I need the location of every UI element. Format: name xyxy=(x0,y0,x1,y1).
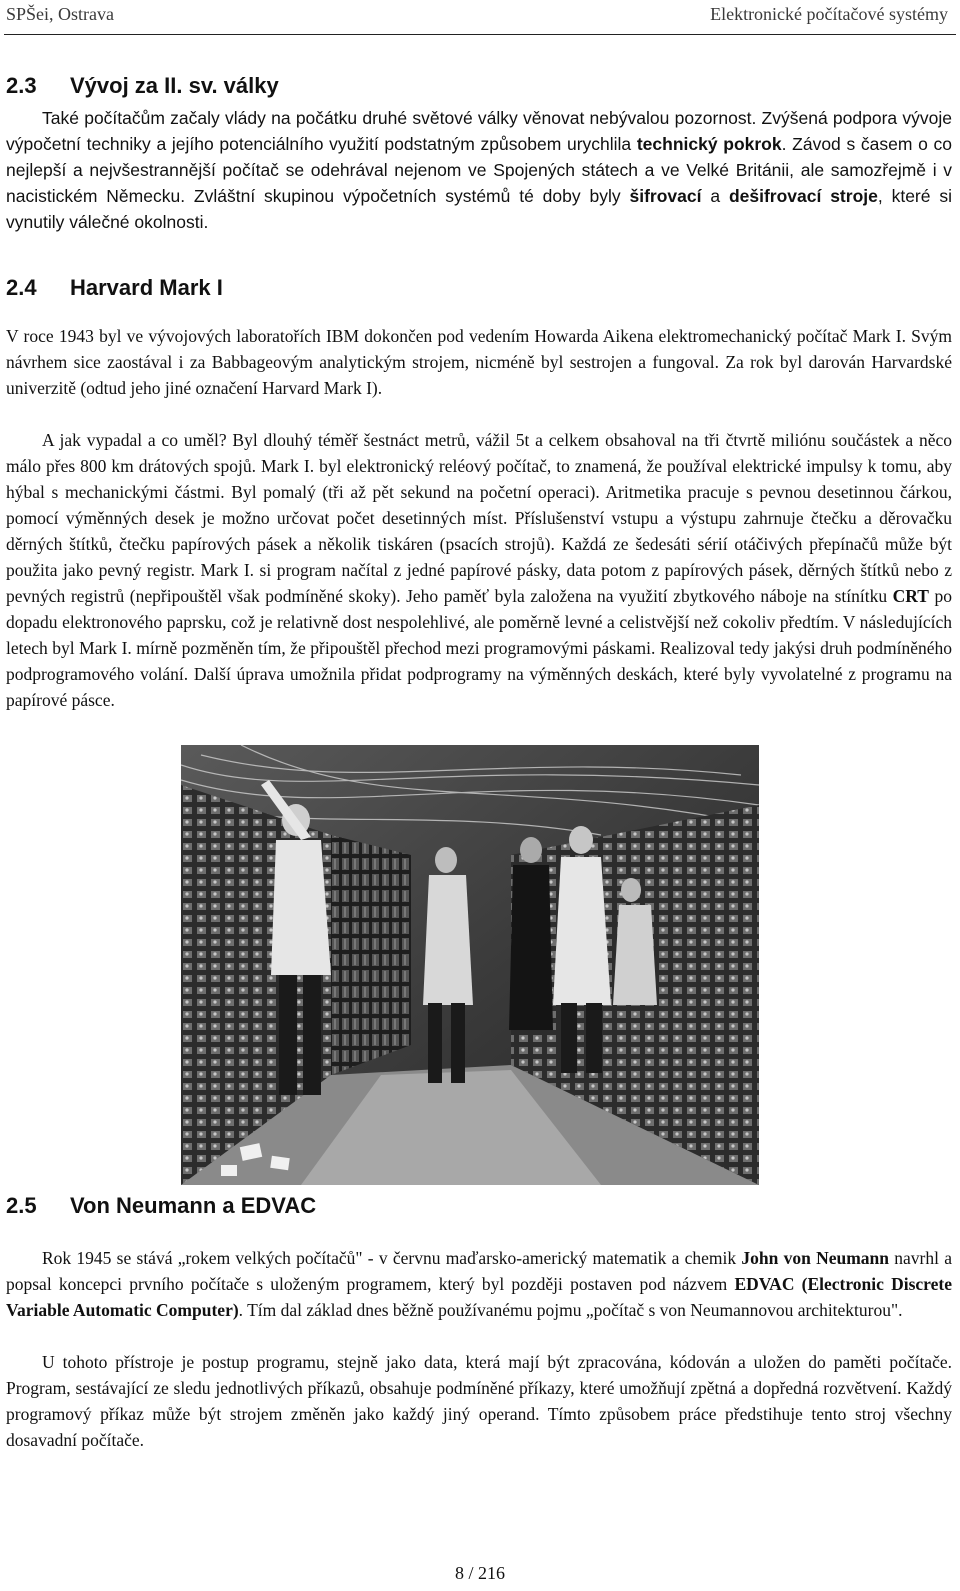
text-run: , které si vynutily válečné okolnosti. xyxy=(6,186,952,232)
paragraph-2-4-intro: V roce 1943 byl ve vývojových laboratořích IBM dokončen pod vedením Howarda Aikena elektromechanický počítač Mark I. Svým návrhem sice zaostával i za Babbageovým analytickým strojem, nicméně byl sestrojen a fungoval. Za rok byl darován Harvardské univerzitě (odtud jeho jiné označení Harvard Mark I). xyxy=(6,326,952,398)
section-heading-2-4 xyxy=(6,275,223,301)
section-title: Vývoj za II. sv. války xyxy=(70,73,279,98)
paragraph-2-4-details xyxy=(6,427,952,713)
bold-term: EDVAC (Electronic Discrete Variable Automatic Computer) xyxy=(6,1274,952,1320)
text-run: . Závod s časem o co nejlepší a nejvšestrannější počítač se odehrával nejenom ve Spojených státech a ve Velké Británii, ale samozřejmě i v nacistickém Německu. Zvláštní skupinou výpočetních systémů té doby byly xyxy=(6,134,952,206)
text-run: a xyxy=(701,186,729,206)
bold-term: CRT xyxy=(892,586,929,606)
section-number: 2.4 xyxy=(6,275,37,300)
bold-term: šifrovací xyxy=(629,186,702,206)
page-number: 8 / 216 xyxy=(454,1563,505,1583)
section-title: Harvard Mark I xyxy=(70,275,223,300)
bold-term: John von Neumann xyxy=(741,1248,890,1268)
header-right: Elektronické počítačové systémy xyxy=(710,4,948,24)
paragraph-2-3 xyxy=(6,105,952,235)
section-heading-2-5 xyxy=(6,1193,316,1219)
text-run: Rok 1945 se stává „rokem velkých počítačů" - v červnu maďarsko-americký matematik a chemik xyxy=(42,1248,742,1268)
paragraph-2-5-intro xyxy=(6,1245,952,1323)
section-number: 2.5 xyxy=(6,1193,37,1218)
text-run: A jak vypadal a co uměl? Byl dlouhý téměř šestnáct metrů, vážil 5t a celkem obsahoval na tři čtvrtě miliónu součástek a něco málo přes 800 km drátových spojů. Mark I. byl elektronický reléový počítač, to znamená, že používal elektrické impulsy k tomu, aby hýbal s mechanickými částmi. Byl pomalý (tři až pět sekund na početní operaci). Aritmetika pracuje s pevnou desetinnou čárkou, pomocí výměnných desek je možno určovat počet desetinných míst. Příslušenství vstupu a výstupu zahrnuje čtečku a děrovačku děrných štítků, čtečku papírových pásek a několik tiskáren (psacích strojů). Každá ze šedesáti sérií otáčivých přepínačů může být použita jako pevný registr. Mark I. si program načítal z jedné papírové pásky, data potom z papírových pásek, děrných štítků nebo z pevných registrů (nepřipouštěl však podmíněné skoky). Jeho paměť byla založena na využití zbytkového náboje na stínítku xyxy=(6,430,952,606)
header-rule xyxy=(4,34,956,35)
section-number: 2.3 xyxy=(6,73,37,98)
header-left: SPŠei, Ostrava xyxy=(6,4,114,24)
section-title: Von Neumann a EDVAC xyxy=(70,1193,317,1218)
text-run: . Tím dal základ dnes běžně používanému pojmu „počítač s von Neumannovou architekturou". xyxy=(238,1300,903,1320)
text-run: Také počítačům začaly vlády na počátku druhé světové války věnovat nebývalou pozornost. Zvýšená podpora vývoje výpočetní techniky a jejího potenciálního využití podstatným způsobem urychlila xyxy=(6,108,952,154)
bold-term: dešifrovací stroje xyxy=(728,186,878,206)
bold-term: technický pokrok xyxy=(636,134,782,154)
paragraph-2-5-details: U tohoto přístroje je postup programu, stejně jako data, která mají být zpracována, kódován a uložen do paměti počítače. Program, sestávající ze sledu jednotlivých příkazů, obsahuje podmíněné příkazy, které umožňují zpětná a dopředná rozvětvení. Každý programový příkaz může být strojem změněn jako každý jiný operand. Tímto způsobem práce předstihuje tento stroj všechny dosavadní počítače. xyxy=(6,1352,952,1450)
text-run: navrhl a popsal koncepci prvního počítače s uloženým programem, který byl později postaven pod názvem xyxy=(6,1248,952,1294)
section-heading-2-3 xyxy=(6,73,279,99)
text-run: po dopadu elektronového paprsku, což je relativně dost nespolehlivé, ale poměrně levné a celistvější než cokoliv předtím. V následujících letech byl Mark I. mírně pozměněn tím, že připouštěl přechod mezi programovými páskami. Realizoval tedy jakýsi druh podmíněného podprogramového volání. Další úprava umožnila přidat podprogramy na výměnných deskách, které byly vyvolatelné z programu na papírové pásce. xyxy=(6,586,952,710)
harvard-mark-i-photo xyxy=(181,745,759,1185)
